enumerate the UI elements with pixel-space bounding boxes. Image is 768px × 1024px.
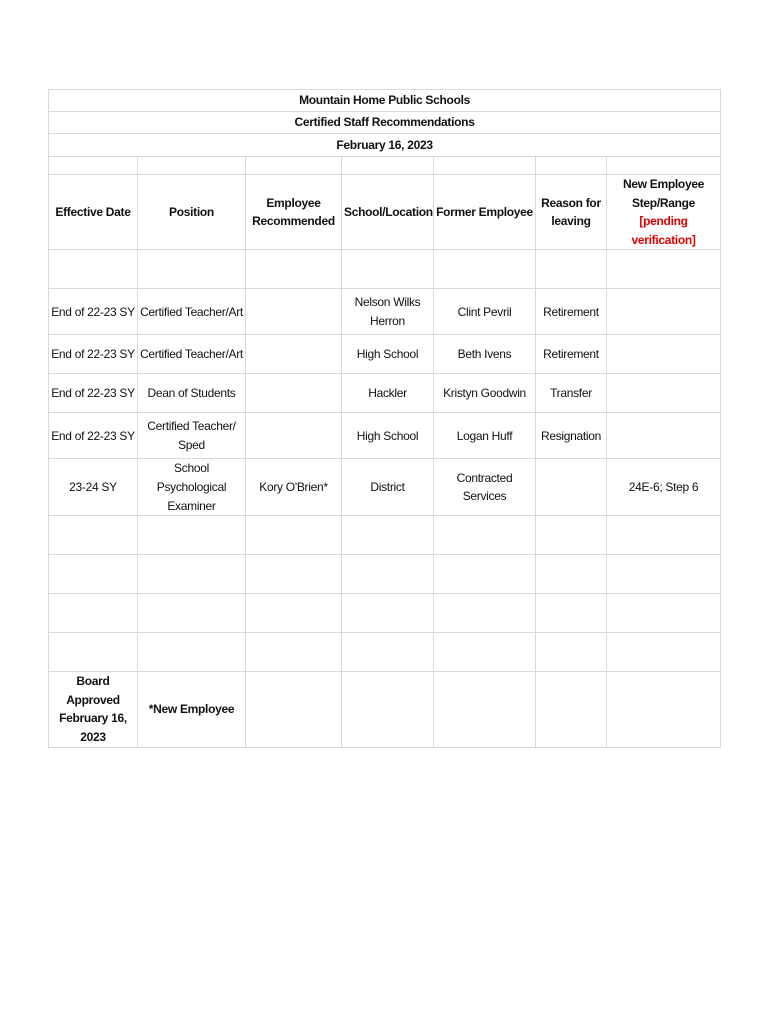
spacer-row [49,157,721,175]
cell-employee-recommended [246,374,342,413]
empty-cell [536,672,607,747]
empty-cell [536,555,607,594]
empty-cell [138,250,246,289]
cell-position: Certified Teacher/ Sped [138,413,246,459]
cell-former-employee: Beth Ivens [434,335,536,374]
empty-cell [138,555,246,594]
empty-cell [434,555,536,594]
cell-school-location: High School [342,413,434,459]
empty-cell [536,157,607,175]
empty-cell [49,157,138,175]
cell-new-employee-step: 24E-6; Step 6 [607,459,721,516]
title-row-organization [49,90,721,112]
empty-cell [246,516,342,555]
table-row [49,413,721,459]
empty-cell [138,157,246,175]
blank-row [49,633,721,672]
board-approved-note: Board Approved February 16, 2023 [49,672,138,747]
empty-cell [607,594,721,633]
empty-cell [49,633,138,672]
new-employee-legend: *New Employee [138,672,246,747]
cell-effective-date: End of 22-23 SY [49,374,138,413]
empty-cell [342,250,434,289]
empty-cell [342,555,434,594]
staff-recommendations-sheet [48,89,720,748]
empty-cell [434,594,536,633]
empty-cell [434,157,536,175]
empty-cell [49,555,138,594]
empty-cell [246,672,342,747]
empty-cell [607,633,721,672]
cell-school-location: District [342,459,434,516]
empty-cell [536,633,607,672]
cell-new-employee-step [607,374,721,413]
empty-cell [246,555,342,594]
empty-cell [536,594,607,633]
cell-new-employee-step [607,289,721,335]
header-position: Position [138,175,246,250]
empty-cell [246,633,342,672]
pending-verification-note: [pending verification] [631,214,696,247]
table-row [49,374,721,413]
title-row-document [49,112,721,134]
empty-cell [434,516,536,555]
cell-school-location: Hackler [342,374,434,413]
cell-employee-recommended: Kory O'Brien* [246,459,342,516]
cell-effective-date: 23-24 SY [49,459,138,516]
footer-row [49,672,721,747]
cell-position: Certified Teacher/Art [138,335,246,374]
document-date: February 16, 2023 [49,134,721,157]
empty-cell [342,594,434,633]
empty-cell [342,633,434,672]
header-school-location: School/Location [342,175,434,250]
cell-effective-date: End of 22-23 SY [49,335,138,374]
cell-effective-date: End of 22-23 SY [49,289,138,335]
cell-former-employee: Contracted Services [434,459,536,516]
empty-cell [434,633,536,672]
cell-reason-for-leaving: Retirement [536,335,607,374]
empty-cell [536,250,607,289]
empty-cell [536,516,607,555]
empty-cell [607,555,721,594]
cell-effective-date: End of 22-23 SY [49,413,138,459]
cell-reason-for-leaving: Transfer [536,374,607,413]
cell-reason-for-leaving: Retirement [536,289,607,335]
empty-cell [607,250,721,289]
organization-title: Mountain Home Public Schools [49,90,721,112]
cell-reason-for-leaving [536,459,607,516]
document-title: Certified Staff Recommendations [49,112,721,134]
empty-cell [246,250,342,289]
empty-cell [246,157,342,175]
cell-school-location: High School [342,335,434,374]
empty-cell [607,157,721,175]
cell-employee-recommended [246,335,342,374]
blank-row [49,594,721,633]
cell-position: Certified Teacher/Art [138,289,246,335]
cell-reason-for-leaving: Resignation [536,413,607,459]
cell-former-employee: Logan Huff [434,413,536,459]
cell-position: Dean of Students [138,374,246,413]
empty-cell [138,516,246,555]
header-employee-recommended: Employee Recommended [246,175,342,250]
empty-cell [49,516,138,555]
blank-row [49,555,721,594]
header-new-employee-step [607,175,721,250]
cell-former-employee: Clint Pevril [434,289,536,335]
empty-cell [138,633,246,672]
cell-employee-recommended [246,413,342,459]
empty-cell [342,672,434,747]
cell-former-employee: Kristyn Goodwin [434,374,536,413]
column-header-row [49,175,721,250]
recommendations-table [48,89,721,748]
empty-cell [607,672,721,747]
empty-cell [434,250,536,289]
cell-new-employee-step [607,335,721,374]
cell-school-location: Nelson Wilks Herron [342,289,434,335]
date-row [49,134,721,157]
empty-cell [246,594,342,633]
empty-cell [434,672,536,747]
blank-row [49,516,721,555]
empty-cell [342,157,434,175]
empty-cell [49,250,138,289]
blank-row [49,250,721,289]
cell-employee-recommended [246,289,342,335]
cell-position: School Psychological Examiner [138,459,246,516]
table-row [49,459,721,516]
header-effective-date: Effective Date [49,175,138,250]
empty-cell [342,516,434,555]
table-row [49,335,721,374]
header-new-employee-step-label: New Employee Step/Range [622,177,705,210]
cell-new-employee-step [607,413,721,459]
empty-cell [138,594,246,633]
empty-cell [49,594,138,633]
table-row [49,289,721,335]
empty-cell [607,516,721,555]
header-reason-for-leaving: Reason for leaving [536,175,607,250]
header-former-employee: Former Employee [434,175,536,250]
